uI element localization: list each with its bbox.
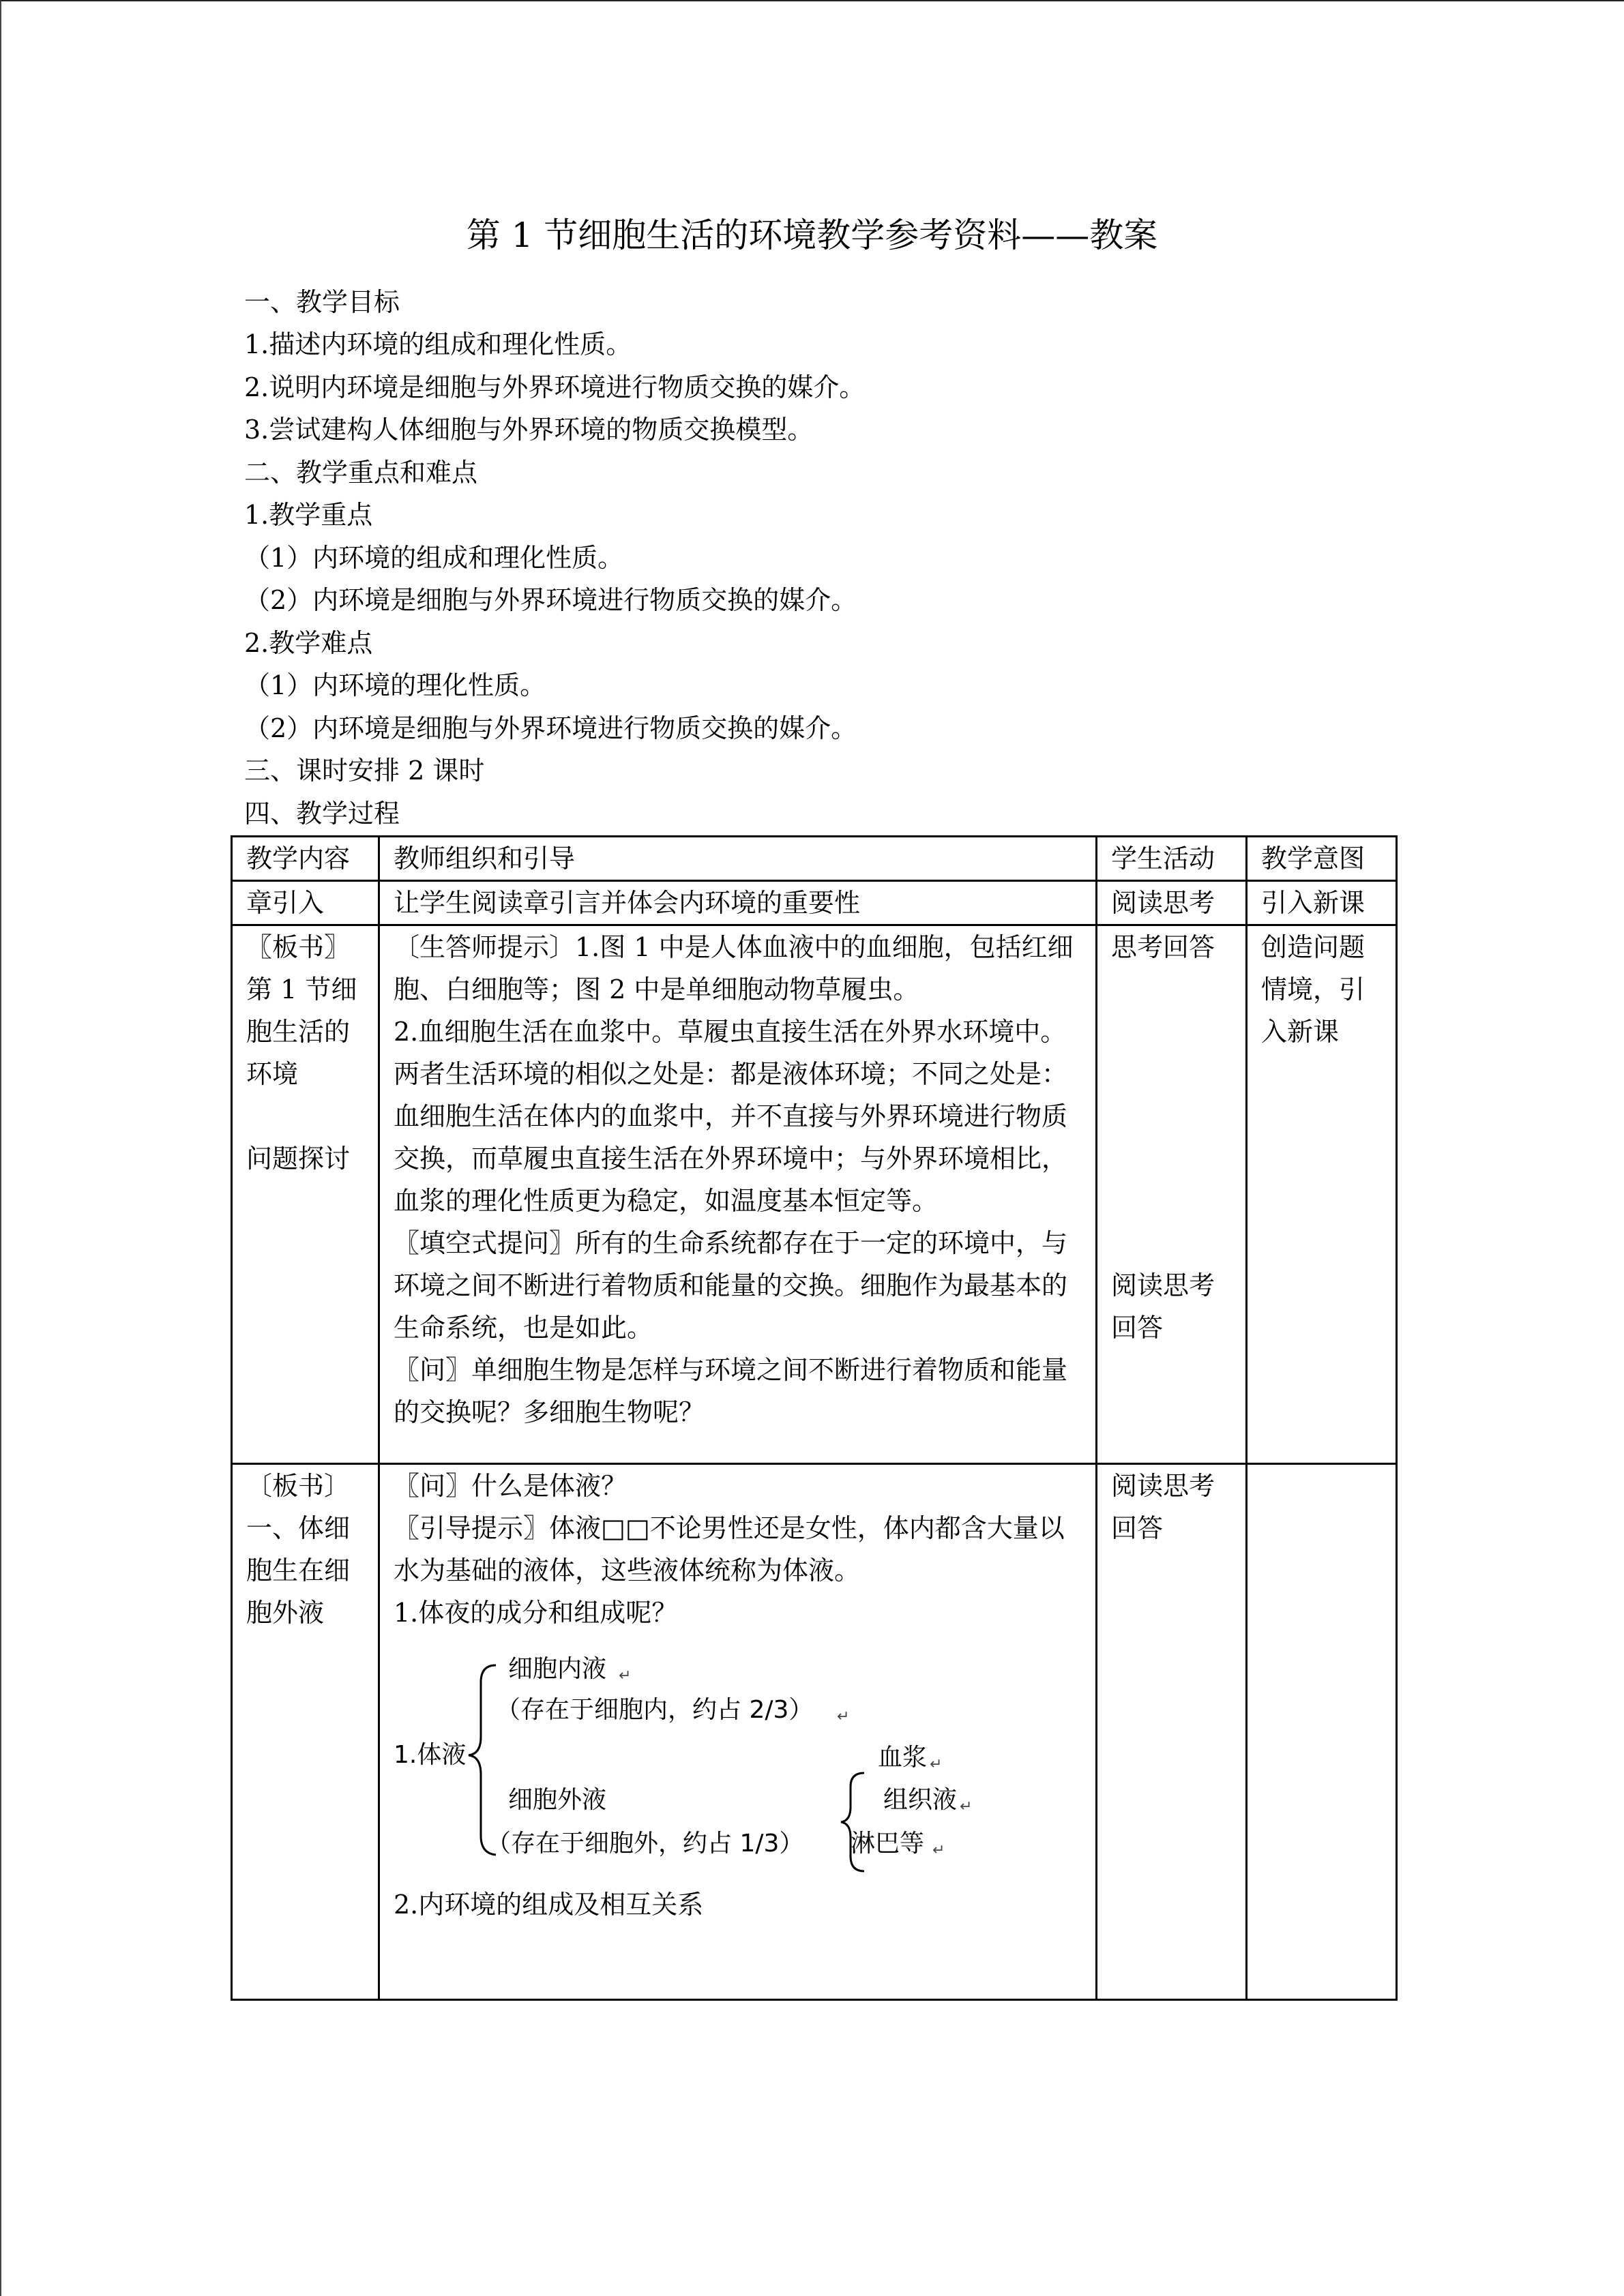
content-line: 胞外液 [246,1598,325,1628]
table-header-row [232,837,1397,881]
cell-guide [379,925,1097,1464]
activity-line: 思考回答 [1111,932,1215,962]
subheading-difficult: 2.教学难点 [244,628,373,658]
header-activity: 学生活动 [1097,837,1247,881]
cell-intent: 引入新课 [1247,881,1397,925]
intent-line: 情境，引 [1261,974,1365,1004]
guide-paragraph: 2.血细胞生活在血浆中。草履虫直接生活在外界水环境中。两者生活环境的相似之处是：都是液体环境；不同之处是：血细胞生活在体内的血浆中，并不直接与外界环境进行物质交换，而草履虫直接生活在外界环境中；与外界环境相比，血浆的理化性质更为稳定，如温度基本恒定等。 [394,1017,1068,1216]
section-heading-schedule: 三、课时安排 2 课时 [244,756,485,786]
cell-intent [1247,925,1397,1464]
activity-line: 回答 [1111,1313,1164,1343]
header-guide: 教师组织和引导 [379,837,1097,881]
goal-line: 3.尝试建构人体细胞与外界环境的物质交换模型。 [244,415,814,445]
section-heading-goals: 一、教学目标 [244,287,400,317]
return-mark: ↵ [930,1756,943,1773]
diagram-tissue-fluid: 组织液 [883,1786,958,1814]
diagram-intracellular: 细胞内液 [508,1655,607,1683]
return-mark: ↵ [619,1667,632,1684]
guide-paragraph: 〖问〗单细胞生物是怎样与环境之间不断进行着物质和能量的交换呢？多细胞生物呢？ [394,1355,1068,1427]
body-fluid-diagram [394,1652,1076,1883]
diagram-intracellular-note: （存在于细胞内，约占 2/3） [496,1696,814,1724]
guide-paragraph: 〔生答师提示〕1.图 1 中是人体血液中的血细胞，包括红细胞、白细胞等；图 2 中是单细胞动物草履虫。 [394,932,1074,1004]
intent-line: 入新课 [1261,1017,1340,1047]
activity-line: 阅读思考 [1111,1270,1215,1300]
content-line: 环境 [246,1059,299,1089]
content-line: 胞生活的 [246,1017,351,1047]
spacer [1111,968,1237,1264]
return-mark: ↵ [932,1842,945,1859]
header-content: 教学内容 [232,837,379,881]
diagram-extracellular: 细胞外液 [508,1786,607,1814]
cell-guide [379,1464,1097,2000]
diagram-root: 1.体液 [394,1741,467,1769]
page-title: 第 1 节细胞生活的环境教学参考资料——教案 [466,215,1158,255]
return-mark: ↵ [960,1798,973,1815]
subheading-key: 1.教学重点 [244,500,373,530]
diagram-extracellular-note: （存在于细胞外，约占 1/3） [486,1830,804,1858]
section-heading-key-points: 二、教学重点和难点 [244,458,478,488]
cell-content [232,925,379,1464]
table-row [232,881,1397,925]
difficult-point-line: （1）内环境的理化性质。 [244,670,546,700]
table-row [232,1464,1397,2000]
cell-intent [1247,1464,1397,2000]
section-heading-process: 四、教学过程 [244,799,400,829]
guide-paragraph: 〖引导提示〗体液□□不论男性还是女性，体内都含大量以水为基础的液体，这些液体统称为体液。 [394,1513,1065,1585]
content-line: 第 1 节细 [246,974,357,1004]
cell-activity: 阅读思考 [1097,881,1247,925]
return-mark: ↵ [837,1708,850,1725]
content-line: 胞生在细 [246,1555,351,1585]
key-point-line: （1）内环境的组成和理化性质。 [244,543,624,573]
content-line: 一、体细 [246,1513,351,1543]
difficult-point-line: （2）内环境是细胞与外界环境进行物质交换的媒介。 [244,713,857,743]
goal-line: 1.描述内环境的组成和理化性质。 [244,329,632,359]
diagram-lymph: 淋巴等 [851,1830,925,1858]
content-line: 〖板书〗 [246,932,351,962]
table-row [232,925,1397,1464]
activity-line: 回答 [1111,1513,1164,1543]
spacer [246,1095,370,1137]
key-point-line: （2）内环境是细胞与外界环境进行物质交换的媒介。 [244,585,857,615]
cell-activity [1097,1464,1247,2000]
guide-paragraph: 〖填空式提问〗所有的生命系统都存在于一定的环境中，与环境之间不断进行着物质和能量的交换。细胞作为最基本的生命系统，也是如此。 [394,1228,1068,1343]
cell-activity [1097,925,1247,1464]
guide-paragraph: 2.内环境的组成及相互关系 [394,1890,704,1920]
content-line: 问题探讨 [246,1144,351,1174]
cell-content: 章引入 [232,881,379,925]
content-line: 〔板书〕 [246,1471,351,1501]
intent-line: 创造问题 [1261,932,1365,962]
guide-paragraph: 〖问〗什么是体液？ [394,1471,628,1501]
diagram-plasma: 血浆 [878,1744,928,1772]
guide-paragraph: 1.体夜的成分和组成呢？ [394,1598,678,1628]
goal-line: 2.说明内环境是细胞与外界环境进行物质交换的媒介。 [244,372,866,402]
cell-guide: 让学生阅读章引言并体会内环境的重要性 [379,881,1097,925]
header-intent: 教学意图 [1247,837,1397,881]
teaching-process-table [231,835,1398,2001]
activity-line: 阅读思考 [1111,1471,1215,1501]
cell-content [232,1464,379,2000]
